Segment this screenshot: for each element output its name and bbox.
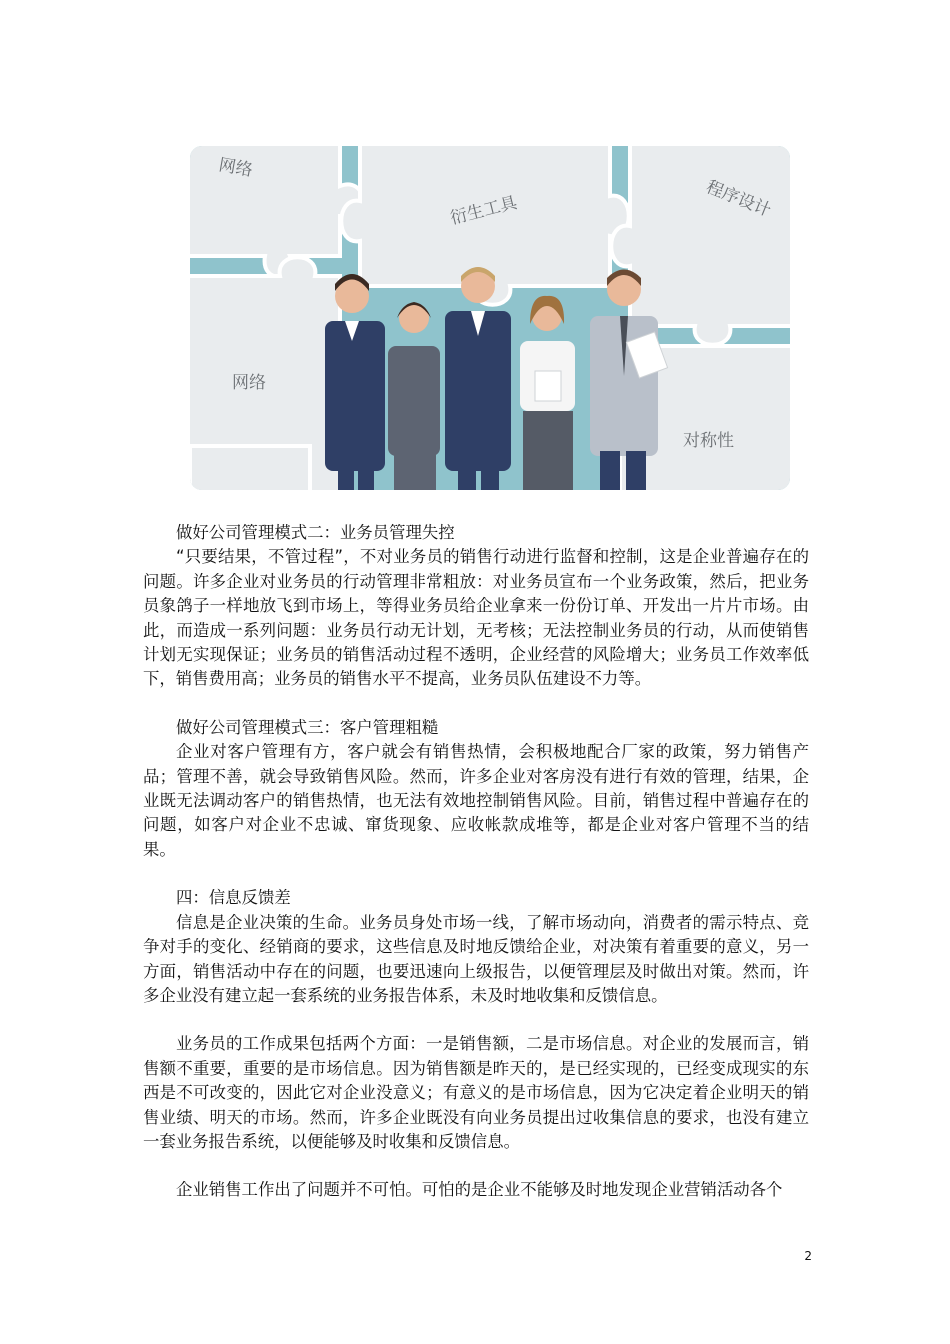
- puzzle-label-derivatives: 衍生工具: [448, 192, 520, 229]
- document-body: [143, 521, 809, 1203]
- section-heading-salesman-control: 做好公司管理模式二：业务员管理失控: [176, 523, 455, 542]
- page-number: 2: [804, 1249, 812, 1263]
- puzzle-label-network-top: 网络: [217, 155, 255, 181]
- business-team-puzzle-illustration: [190, 146, 790, 490]
- puzzle-label-programming: 程序设计: [703, 177, 774, 222]
- section-heading-customer-management: 做好公司管理模式三：客户管理粗糙: [176, 717, 439, 737]
- paragraph-sales-problems: 企业销售工作出了问题并不可怕。可怕的是企业不能够及时地发现企业营销活动各个: [176, 1180, 783, 1200]
- paragraph-information-feedback: 信息是企业决策的生命。业务员身处市场一线，了解市场动向，消费者的需示特点、竞争对手的变化、经销商的要求，这些信息及时地反馈给企业，对决策有着重要的意义，另一方面，销售活动中存在的问题，也要迅速向上级报告，以便管理层及时做出对策。然而，许多企业没有建立起一套系统的业务报告体系，未及时地收集和反馈信息。: [143, 912, 809, 1005]
- paragraph-salesman-control: “只要结果，不管过程”，不对业务员的销售行动进行监督和控制，这是企业普遍存在的问题。许多企业对业务员的行动管理非常粗放：对业务员宣布一个业务政策，然后，把业务员象鸽子一样地放飞到市场上，等得业务员给企业拿来一份份订单、开发出一片片市场。由此，而造成一系列问题：业务员行动无计划，无考核；无法控制业务员的行动，从而使销售计划无实现保证；业务员的销售活动过程不透明，企业经营的风险增大；业务员工作效率低下，销售费用高；业务员的销售水平不提高，业务员队伍建设不力等。: [143, 547, 809, 689]
- paragraph-work-results: 业务员的工作成果包括两个方面：一是销售额，二是市场信息。对企业的发展而言，销售额不重要，重要的是市场信息。因为销售额是昨天的，是已经实现的，已经变成现实的东西是不可改变的，因此它对企业没意义；有意义的是市场信息，因为它决定着企业明天的销售业绩、明天的市场。然而，许多企业既没有向业务员提出过收集信息的要求，也没有建立一套业务报告系统，以便能够及时收集和反馈信息。: [143, 1034, 809, 1151]
- puzzle-label-network-bottom: 网络: [232, 373, 266, 393]
- section-heading-information-feedback: 四：信息反馈差: [176, 888, 291, 908]
- paragraph-customer-management: 企业对客户管理有方，客户就会有销售热情，会积极地配合厂家的政策，努力销售产品；管理不善，就会导致销售风险。然而，许多企业对客房没有进行有效的管理，结果，企业既无法调动客户的销售热情，也无法有效地控制销售风险。目前，销售过程中普遍存在的问题，如客户对企业不忠诚、窜货现象、应收帐款成堆等，都是企业对客户管理不当的结果。: [143, 742, 809, 859]
- puzzle-label-symmetry: 对称性: [683, 431, 734, 451]
